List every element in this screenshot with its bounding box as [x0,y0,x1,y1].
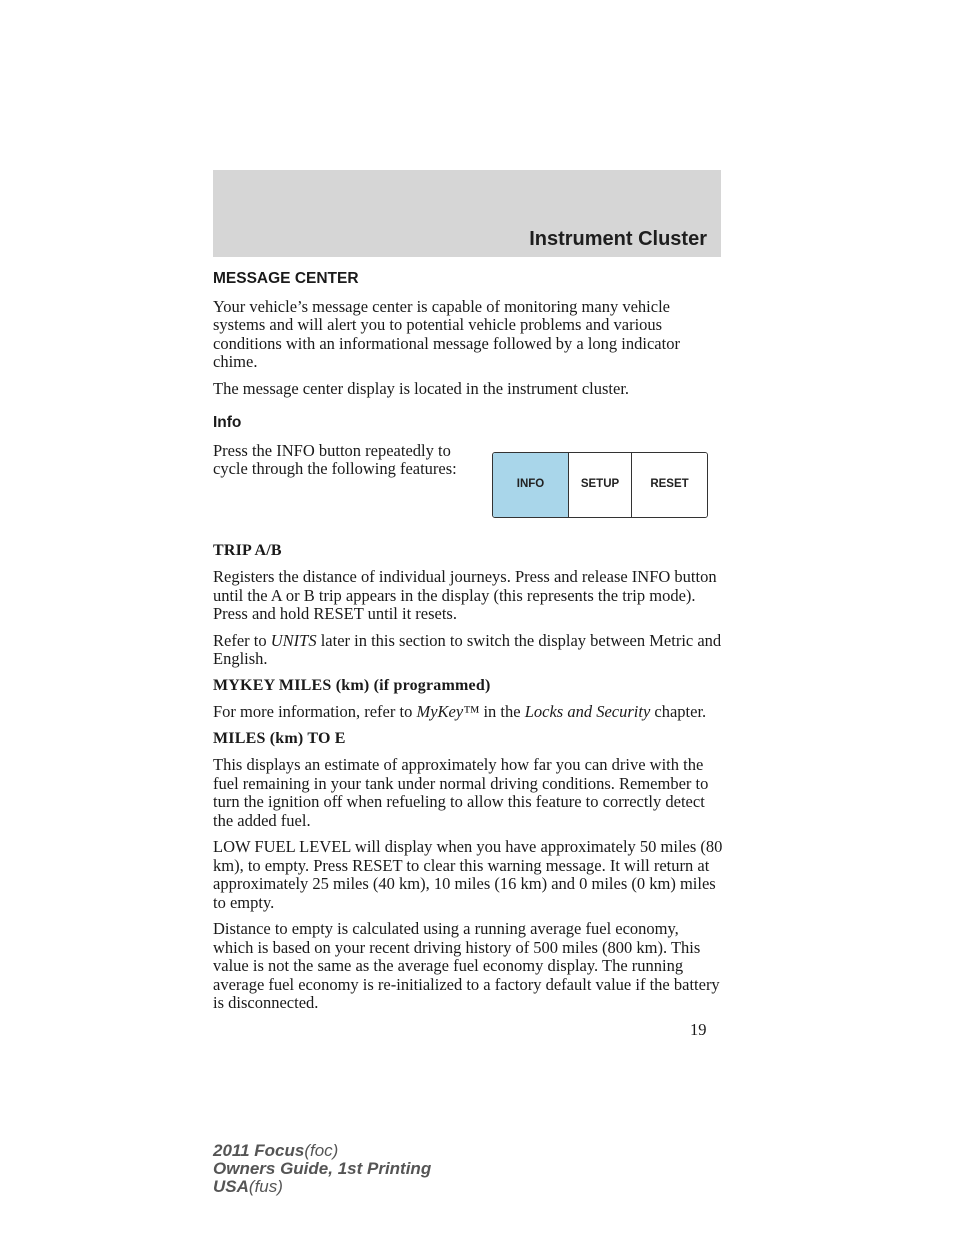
mykey-text-a: For more information, refer to [213,702,417,721]
miles-to-e-heading: MILES (km) TO E [213,729,346,747]
trip-p2-text-a: Refer to [213,630,271,650]
message-center-paragraph-1: Your vehicle’s message center is capable of monitoring many vehicle systems and will alert you to potential vehicle problems and various conditions with an informational message followed by a long indicator chime. [213,296,680,371]
section-title: Instrument Cluster [529,228,707,250]
info-heading: Info [213,414,242,431]
mykey-heading: MYKEY MILES (km) (if programmed) [213,676,491,694]
page-content [213,270,723,1021]
footer-line-1 [213,1142,431,1160]
trip-paragraph-1: Registers the distance of individual journeys. Press and release INFO button until the A or B trip appears in the display (this represents the trip mode). Press and hold RESET until it resets. [213,567,717,623]
page-number: 19 [690,1020,707,1039]
mykey-paragraph [213,703,723,722]
footer-region-code: (fus) [248,1177,283,1196]
footer-line-3 [213,1178,431,1196]
mykey-text-b: in the [479,702,525,721]
mykey-text-c: chapter. [650,702,707,721]
setup-button: SETUP [569,453,632,517]
reset-button: RESET [632,453,707,517]
locks-security-reference: Locks and Security [524,702,651,721]
section-header-bar [213,170,721,257]
miles-paragraph-3: Distance to empty is calculated using a running average fuel economy, which is based on your recent driving history of 500 miles (800 km). This value is not the same as the average fuel economy display. The running average fuel economy is re-initialized to a factory default value if the battery is disconnected. [213,919,720,1012]
trip-heading: TRIP A/B [213,541,282,559]
message-center-paragraph-2: The message center display is located in the instrument cluster. [213,378,630,398]
trip-paragraph-2 [213,632,723,669]
footer-model-code: (foc) [304,1141,339,1160]
message-center-button-panel [492,452,708,518]
trip-p2-text-b: later in this section to switch the display between Metric and English. [213,630,722,668]
units-reference: UNITS [270,630,317,650]
mykey-reference: MyKey™ [416,702,480,721]
footer-guide: Owners Guide, 1st Printing [213,1159,432,1178]
info-paragraph: Press the INFO button repeatedly to cycle through the following features: [213,440,457,478]
info-row [213,442,723,534]
miles-paragraph-1: This displays an estimate of approximately how far you can drive with the fuel remaining in your tank under normal driving conditions. Remember to turn the ignition off when refueling to allow this feature to correctly detect the added fuel. [213,755,709,830]
footer [213,1142,431,1196]
info-button: INFO [493,453,569,517]
footer-model: 2011 Focus [213,1141,305,1160]
miles-paragraph-2: LOW FUEL LEVEL will display when you have approximately 50 miles (80 km), to empty. Press RESET to clear this warning message. It will return at approximately 25 miles (40 km), 10 miles (16 km) and 0 miles (0 km) miles to empty. [213,837,723,912]
message-center-heading: MESSAGE CENTER [213,270,359,287]
footer-region: USA [213,1177,249,1196]
